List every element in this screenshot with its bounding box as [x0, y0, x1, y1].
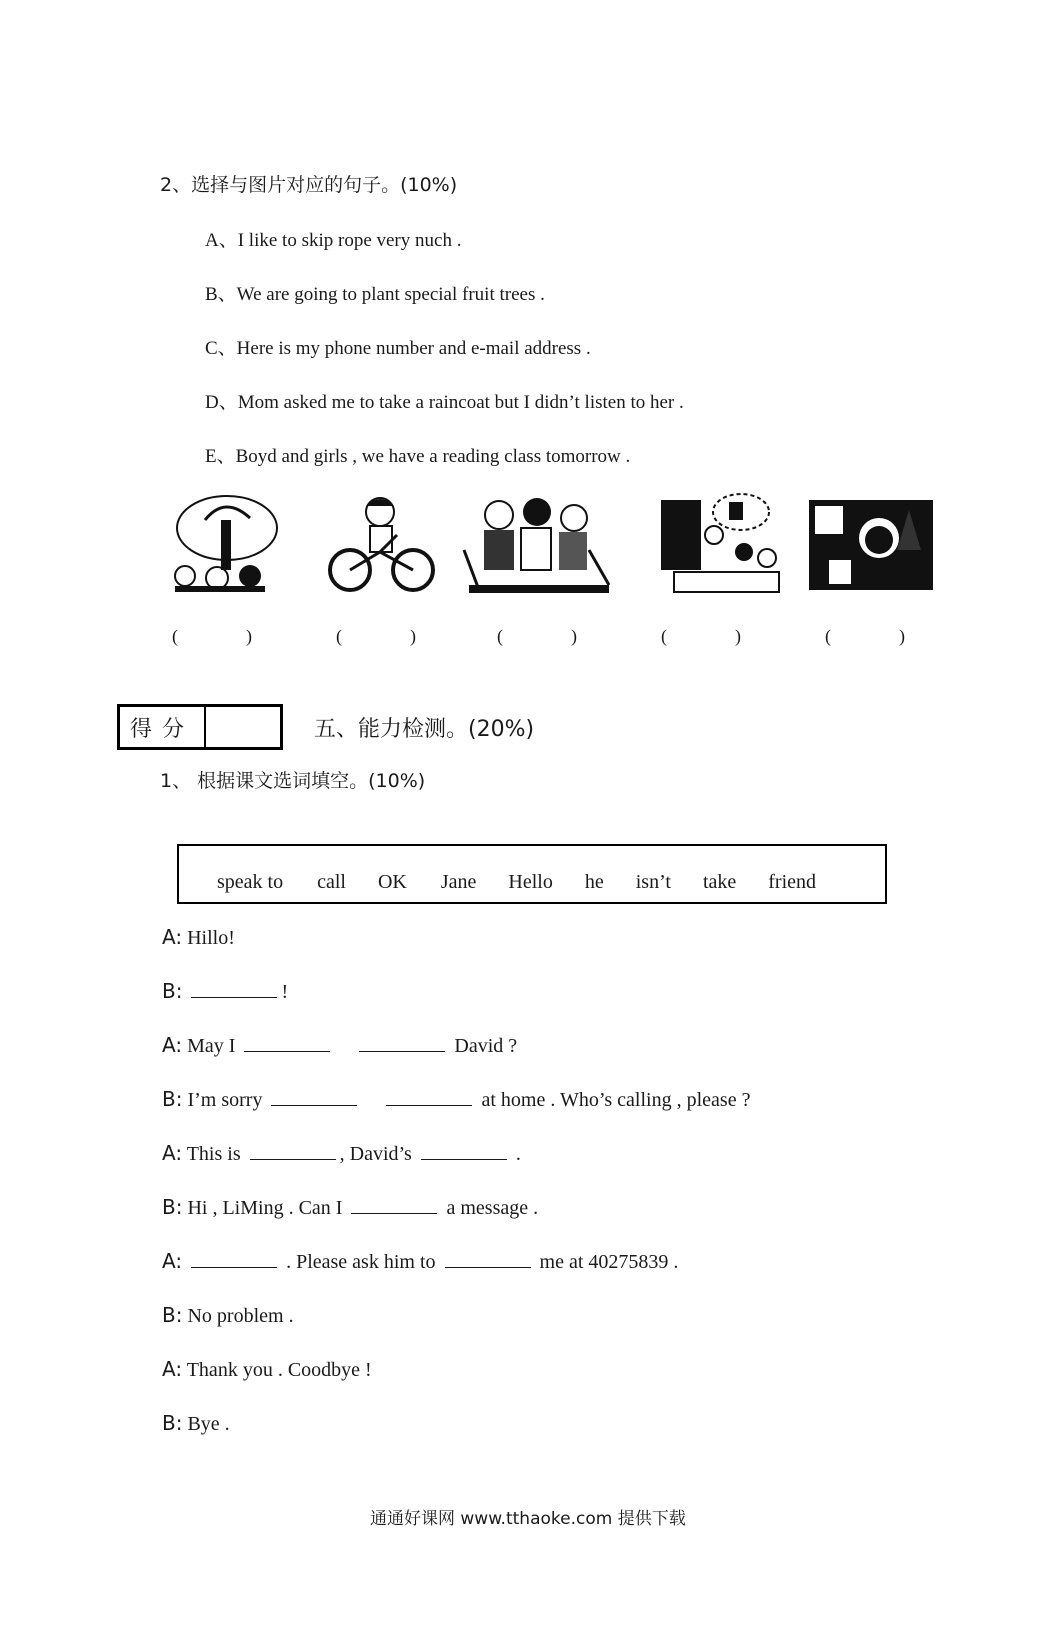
- dialogue-line-7: A: . Please ask him to me at 40275839 .: [162, 1249, 679, 1273]
- dialogue-line-8: B: No problem .: [162, 1303, 294, 1327]
- answer-parens-5[interactable]: ( ): [825, 626, 905, 646]
- word-bank-item: isn’t: [635, 871, 671, 893]
- word-bank-item: he: [584, 871, 604, 893]
- option-d: D、Mom asked me to take a raincoat but I didn’t listen to her .: [205, 392, 684, 413]
- dialogue-line-6: B: Hi , LiMing . Can I a message .: [162, 1195, 539, 1219]
- footer-source: 通通好课网 www.tthaoke.com 提供下载: [370, 1509, 686, 1529]
- picture-rain-scene: [809, 490, 933, 600]
- word-bank: [177, 844, 887, 904]
- dialogue-line-10: B: Bye .: [162, 1411, 230, 1435]
- question-2-title: 2、选择与图片对应的句子。(10%): [160, 174, 458, 196]
- dialogue-line-3: A: May I David ?: [162, 1033, 518, 1057]
- word-bank-item: OK: [377, 871, 407, 893]
- word-bank-item: take: [702, 871, 737, 893]
- fill-blank[interactable]: [351, 1212, 437, 1214]
- section-5-title: 五、能力检测。(20%): [314, 717, 535, 742]
- dialogue-line-1: A: Hillo!: [162, 925, 235, 949]
- word-bank-item: speak to: [217, 871, 284, 893]
- picture-group-planting: [459, 490, 617, 600]
- option-e: E、Boyd and girls , we have a reading class tomorrow .: [205, 446, 631, 467]
- option-b: B、We are going to plant special fruit trees .: [205, 284, 545, 305]
- section-5-question-1-title: 1、 根据课文选词填空。(10%): [160, 770, 426, 792]
- answer-parens-2[interactable]: ( ): [336, 626, 416, 646]
- picture-classroom-books: [659, 490, 787, 600]
- fill-blank[interactable]: [244, 1050, 330, 1052]
- word-bank-item: Hello: [508, 871, 553, 893]
- option-c: C、Here is my phone number and e-mail address .: [205, 338, 591, 359]
- picture-boy-bicycle: [325, 490, 443, 600]
- fill-blank[interactable]: [359, 1050, 445, 1052]
- dialogue-line-5: A: This is , David’s .: [162, 1141, 521, 1165]
- fill-blank[interactable]: [191, 996, 277, 998]
- option-a: A、I like to skip rope very nuch .: [205, 230, 462, 251]
- score-box: [117, 704, 283, 750]
- fill-blank[interactable]: [191, 1266, 277, 1268]
- dialogue-line-2: B: !: [162, 979, 289, 1003]
- word-bank-item: call: [317, 871, 346, 893]
- score-label: 得分: [120, 707, 206, 747]
- answer-parens-1[interactable]: ( ): [172, 626, 252, 646]
- fill-blank[interactable]: [445, 1266, 531, 1268]
- fill-blank[interactable]: [250, 1158, 336, 1160]
- fill-blank[interactable]: [271, 1104, 357, 1106]
- score-input-area[interactable]: [206, 707, 280, 747]
- word-bank-item: friend: [768, 871, 817, 893]
- answer-parens-3[interactable]: ( ): [497, 626, 577, 646]
- dialogue-line-9: A: Thank you . Coodbye !: [162, 1357, 372, 1381]
- fill-blank[interactable]: [386, 1104, 472, 1106]
- dialogue-line-4: B: I’m sorry at home . Who’s calling , please ?: [162, 1087, 751, 1111]
- answer-parens-4[interactable]: ( ): [661, 626, 741, 646]
- word-bank-item: Jane: [440, 871, 477, 893]
- picture-tree-kids: [165, 490, 283, 600]
- fill-blank[interactable]: [421, 1158, 507, 1160]
